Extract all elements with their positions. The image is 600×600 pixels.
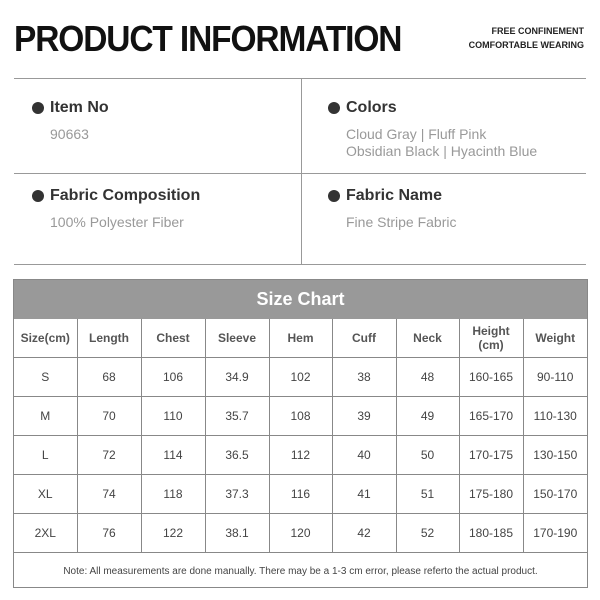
table-cell: XL bbox=[14, 474, 77, 513]
table-cell: 118 bbox=[141, 474, 205, 513]
table-cell: 102 bbox=[269, 357, 332, 396]
table-cell: 165-170 bbox=[459, 396, 523, 435]
table-cell: M bbox=[14, 396, 77, 435]
table-cell: 160-165 bbox=[459, 357, 523, 396]
table-cell: 110 bbox=[141, 396, 205, 435]
table-cell: 175-180 bbox=[459, 474, 523, 513]
grid-divider-vertical bbox=[301, 79, 302, 264]
table-cell: 130-150 bbox=[523, 435, 587, 474]
column-header: Sleeve bbox=[205, 319, 269, 357]
table-cell: 50 bbox=[396, 435, 459, 474]
size-table-body bbox=[14, 357, 587, 552]
table-row bbox=[14, 357, 587, 396]
table-row bbox=[14, 513, 587, 552]
table-row bbox=[14, 396, 587, 435]
table-cell: 108 bbox=[269, 396, 332, 435]
bullet-dot-icon bbox=[328, 190, 340, 202]
table-cell: 35.7 bbox=[205, 396, 269, 435]
tagline-line-1: FREE CONFINEMENT bbox=[491, 26, 584, 36]
item-no-label: Item No bbox=[50, 99, 109, 116]
table-cell: 110-130 bbox=[523, 396, 587, 435]
table-cell: 180-185 bbox=[459, 513, 523, 552]
column-header: Size(cm) bbox=[14, 319, 77, 357]
size-chart-title: Size Chart bbox=[14, 280, 587, 319]
size-table bbox=[14, 319, 587, 553]
page-title: PRODUCT INFORMATION bbox=[14, 18, 402, 59]
column-header: Cuff bbox=[332, 319, 396, 357]
product-info-grid bbox=[14, 78, 586, 265]
table-cell: 90-110 bbox=[523, 357, 587, 396]
column-header: Neck bbox=[396, 319, 459, 357]
table-cell: 116 bbox=[269, 474, 332, 513]
size-chart bbox=[13, 279, 588, 588]
measurement-note: Note: All measurements are done manually. There may be a 1-3 cm error, please referto the actual product. bbox=[63, 565, 538, 577]
table-cell: 170-175 bbox=[459, 435, 523, 474]
table-cell: 106 bbox=[141, 357, 205, 396]
column-header: Weight bbox=[523, 319, 587, 357]
table-cell: 170-190 bbox=[523, 513, 587, 552]
table-cell: 120 bbox=[269, 513, 332, 552]
fabric-name-label: Fabric Name bbox=[346, 187, 443, 204]
table-cell: 74 bbox=[77, 474, 141, 513]
item-no-cell bbox=[32, 99, 109, 143]
fabric-name-cell bbox=[328, 187, 456, 231]
column-header: Length bbox=[77, 319, 141, 357]
bullet-dot-icon bbox=[32, 102, 44, 114]
table-cell: 39 bbox=[332, 396, 396, 435]
table-cell: 40 bbox=[332, 435, 396, 474]
table-cell: 38.1 bbox=[205, 513, 269, 552]
table-row bbox=[14, 435, 587, 474]
table-cell: 112 bbox=[269, 435, 332, 474]
colors-value-line-2: Obsidian Black | Hyacinth Blue bbox=[346, 143, 538, 159]
table-cell: 37.3 bbox=[205, 474, 269, 513]
table-cell: 38 bbox=[332, 357, 396, 396]
colors-cell bbox=[328, 99, 537, 160]
table-cell: 49 bbox=[396, 396, 459, 435]
table-cell: 52 bbox=[396, 513, 459, 552]
table-cell: 122 bbox=[141, 513, 205, 552]
colors-label: Colors bbox=[346, 99, 397, 116]
table-cell: 51 bbox=[396, 474, 459, 513]
table-cell: 36.5 bbox=[205, 435, 269, 474]
table-cell: 42 bbox=[332, 513, 396, 552]
table-header-row bbox=[14, 319, 587, 357]
fabric-composition-label: Fabric Composition bbox=[50, 187, 201, 204]
column-header: Hem bbox=[269, 319, 332, 357]
tagline bbox=[469, 24, 584, 52]
item-no-value: 90663 bbox=[50, 126, 89, 142]
table-cell: 2XL bbox=[14, 513, 77, 552]
table-cell: 114 bbox=[141, 435, 205, 474]
table-cell: 48 bbox=[396, 357, 459, 396]
table-cell: 68 bbox=[77, 357, 141, 396]
table-cell: 41 bbox=[332, 474, 396, 513]
column-header: Height (cm) bbox=[459, 319, 523, 357]
table-cell: 150-170 bbox=[523, 474, 587, 513]
tagline-line-2: COMFORTABLE WEARING bbox=[468, 40, 584, 50]
table-cell: 70 bbox=[77, 396, 141, 435]
colors-value-line-1: Cloud Gray | Fluff Pink bbox=[346, 126, 487, 142]
fabric-composition-cell bbox=[32, 187, 200, 231]
table-cell: 72 bbox=[77, 435, 141, 474]
table-cell: S bbox=[14, 357, 77, 396]
fabric-composition-value: 100% Polyester Fiber bbox=[50, 214, 184, 230]
bullet-dot-icon bbox=[328, 102, 340, 114]
table-cell: L bbox=[14, 435, 77, 474]
column-header: Chest bbox=[141, 319, 205, 357]
fabric-name-value: Fine Stripe Fabric bbox=[346, 214, 457, 230]
table-cell: 76 bbox=[77, 513, 141, 552]
grid-divider-horizontal bbox=[14, 173, 586, 174]
bullet-dot-icon bbox=[32, 190, 44, 202]
table-cell: 34.9 bbox=[205, 357, 269, 396]
table-row bbox=[14, 474, 587, 513]
